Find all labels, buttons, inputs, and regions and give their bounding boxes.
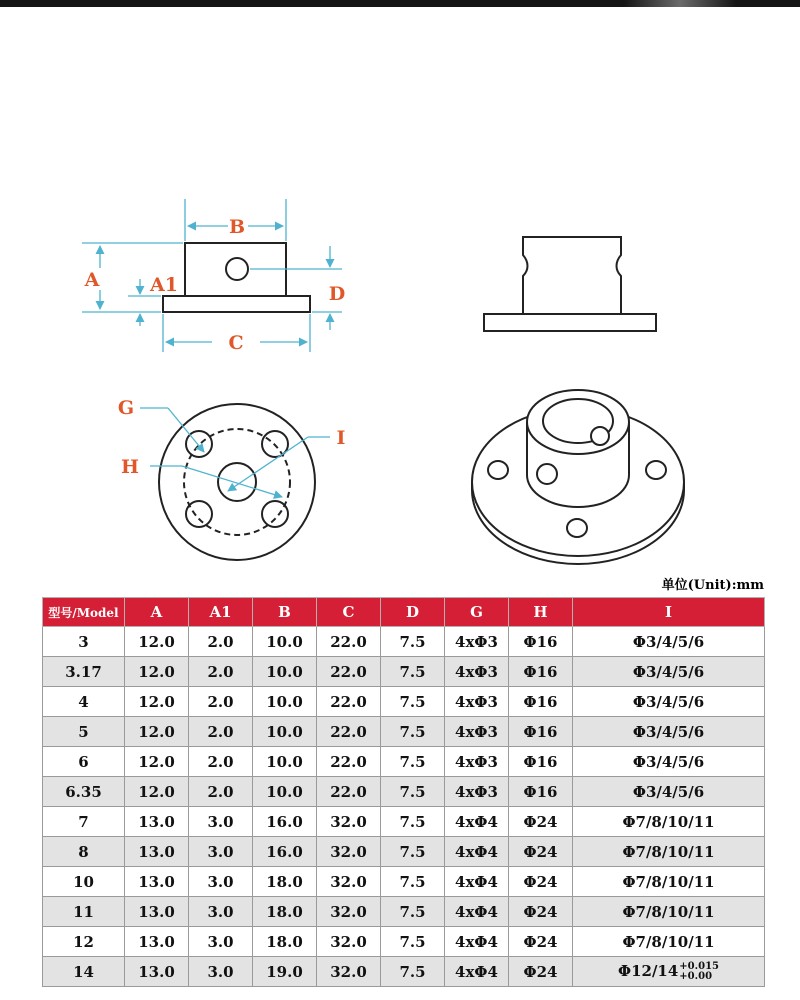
spec-table — [42, 597, 765, 987]
column-header: G — [445, 598, 509, 627]
dimension-lines — [82, 199, 342, 352]
tolerance-lower: +0.00 — [679, 970, 713, 982]
table-row — [43, 837, 765, 867]
table-cell: Φ7/8/10/11 — [573, 897, 765, 927]
table-cell: Φ16 — [509, 747, 573, 777]
table-cell: 7.5 — [381, 777, 445, 807]
table-cell: 2.0 — [189, 657, 253, 687]
table-cell: Φ3/4/5/6 — [573, 627, 765, 657]
table-cell: 11 — [43, 897, 125, 927]
table-cell: 12 — [43, 927, 125, 957]
table-cell: 5 — [43, 717, 125, 747]
column-header: I — [573, 598, 765, 627]
unit-label: 单位(Unit):mm — [661, 578, 764, 593]
label-c: C — [228, 332, 244, 354]
label-d: D — [328, 283, 346, 305]
table-cell: 16.0 — [253, 807, 317, 837]
table-row — [43, 687, 765, 717]
table-cell: Φ24 — [509, 957, 573, 987]
table-cell: 32.0 — [317, 957, 381, 987]
label-b: B — [228, 216, 246, 238]
table-cell: 10.0 — [253, 747, 317, 777]
table-cell: Φ16 — [509, 657, 573, 687]
table-cell: 18.0 — [253, 897, 317, 927]
table-cell: 4xΦ4 — [445, 867, 509, 897]
table-cell: 8 — [43, 837, 125, 867]
table-cell: 3.0 — [189, 897, 253, 927]
label-a1: A1 — [150, 274, 178, 296]
table-cell: 2.0 — [189, 747, 253, 777]
column-header: 型号/Model — [43, 598, 125, 627]
table-row — [43, 897, 765, 927]
table-cell: 7.5 — [381, 747, 445, 777]
table-cell: 4xΦ4 — [445, 897, 509, 927]
table-cell: 32.0 — [317, 837, 381, 867]
table-cell: 6.35 — [43, 777, 125, 807]
table-cell: 10.0 — [253, 717, 317, 747]
table-cell: 10.0 — [253, 657, 317, 687]
column-header: A1 — [189, 598, 253, 627]
table-cell: 3.17 — [43, 657, 125, 687]
table-cell: 13.0 — [125, 807, 189, 837]
table-cell: Φ24 — [509, 927, 573, 957]
table-row — [43, 717, 765, 747]
table-cell: 7 — [43, 807, 125, 837]
column-header: D — [381, 598, 445, 627]
table-cell: 13.0 — [125, 957, 189, 987]
table-cell: 3.0 — [189, 807, 253, 837]
table-cell: Φ24 — [509, 837, 573, 867]
table-cell: 13.0 — [125, 927, 189, 957]
table-cell: Φ3/4/5/6 — [573, 777, 765, 807]
table-row — [43, 957, 765, 987]
front-view — [163, 243, 310, 312]
table-cell: 7.5 — [381, 627, 445, 657]
label-i: I — [336, 427, 346, 449]
table-cell: 7.5 — [381, 897, 445, 927]
table-row — [43, 927, 765, 957]
tolerance-upper: +0.015 — [679, 960, 719, 972]
table-cell: 4xΦ3 — [445, 747, 509, 777]
table-cell: 32.0 — [317, 807, 381, 837]
top-bar — [0, 0, 800, 7]
column-header: B — [253, 598, 317, 627]
table-cell: 7.5 — [381, 867, 445, 897]
table-cell: Φ16 — [509, 627, 573, 657]
table-cell: 4xΦ3 — [445, 627, 509, 657]
table-cell: 13.0 — [125, 897, 189, 927]
table-cell: 7.5 — [381, 837, 445, 867]
table-cell: 10.0 — [253, 687, 317, 717]
table-cell: 4xΦ4 — [445, 837, 509, 867]
table-cell: Φ24 — [509, 897, 573, 927]
table-cell: 4xΦ3 — [445, 687, 509, 717]
table-cell: 12.0 — [125, 627, 189, 657]
table-header-row — [43, 598, 765, 627]
table-cell: 7.5 — [381, 687, 445, 717]
table-cell: Φ7/8/10/11 — [573, 807, 765, 837]
table-cell: 16.0 — [253, 837, 317, 867]
column-header: H — [509, 598, 573, 627]
table-cell: 22.0 — [317, 717, 381, 747]
table-cell: 3 — [43, 627, 125, 657]
table-cell: 4 — [43, 687, 125, 717]
table-cell: 3.0 — [189, 927, 253, 957]
table-cell: 7.5 — [381, 927, 445, 957]
table-cell: 4xΦ3 — [445, 657, 509, 687]
table-cell: 10.0 — [253, 777, 317, 807]
table-cell: Φ3/4/5/6 — [573, 717, 765, 747]
table-cell: 3.0 — [189, 867, 253, 897]
table-cell: 3.0 — [189, 957, 253, 987]
table-cell: 2.0 — [189, 627, 253, 657]
isometric-view — [472, 390, 684, 564]
table-cell: 12.0 — [125, 777, 189, 807]
technical-drawing — [0, 180, 800, 575]
table-row — [43, 657, 765, 687]
table-row — [43, 807, 765, 837]
table-row — [43, 867, 765, 897]
table-cell: 4xΦ3 — [445, 777, 509, 807]
table-cell: Φ24 — [509, 807, 573, 837]
label-a: A — [84, 269, 100, 291]
table-cell: 32.0 — [317, 897, 381, 927]
table-cell: 4xΦ4 — [445, 927, 509, 957]
table-cell: 2.0 — [189, 687, 253, 717]
table-cell: Φ7/8/10/11 — [573, 927, 765, 957]
table-cell: Φ3/4/5/6 — [573, 687, 765, 717]
side-view — [484, 237, 656, 331]
table-cell: Φ16 — [509, 687, 573, 717]
table-cell: 32.0 — [317, 867, 381, 897]
table-cell: Φ3/4/5/6 — [573, 747, 765, 777]
top-view-leaders — [140, 408, 330, 497]
table-cell: 12.0 — [125, 657, 189, 687]
top-view — [159, 404, 315, 560]
column-header: C — [317, 598, 381, 627]
table-cell: Φ3/4/5/6 — [573, 657, 765, 687]
table-row — [43, 627, 765, 657]
table-cell: 22.0 — [317, 777, 381, 807]
table-cell: 12.0 — [125, 687, 189, 717]
table-cell: 7.5 — [381, 957, 445, 987]
table-cell: 22.0 — [317, 687, 381, 717]
table-cell: 18.0 — [253, 867, 317, 897]
table-cell: 22.0 — [317, 747, 381, 777]
table-cell: Φ7/8/10/11 — [573, 867, 765, 897]
table-cell — [573, 957, 765, 987]
table-cell: 4xΦ3 — [445, 717, 509, 747]
table-cell: 14 — [43, 957, 125, 987]
table-cell: 10 — [43, 867, 125, 897]
table-cell: Φ16 — [509, 777, 573, 807]
table-cell: 4xΦ4 — [445, 807, 509, 837]
table-cell: 13.0 — [125, 867, 189, 897]
tolerance — [679, 962, 719, 982]
cell-value: Φ12/14 — [618, 961, 679, 980]
label-g: G — [117, 397, 135, 419]
label-h: H — [121, 456, 139, 478]
table-cell: 2.0 — [189, 717, 253, 747]
table-cell: 22.0 — [317, 627, 381, 657]
table-cell: 7.5 — [381, 717, 445, 747]
column-header: A — [125, 598, 189, 627]
table-cell: 7.5 — [381, 657, 445, 687]
table-cell: 12.0 — [125, 717, 189, 747]
table-cell: Φ24 — [509, 867, 573, 897]
table-row — [43, 777, 765, 807]
table-cell: 32.0 — [317, 927, 381, 957]
table-cell: 19.0 — [253, 957, 317, 987]
table-cell: Φ16 — [509, 717, 573, 747]
table-cell: 18.0 — [253, 927, 317, 957]
table-cell: 12.0 — [125, 747, 189, 777]
table-cell: 22.0 — [317, 657, 381, 687]
table-cell: 4xΦ4 — [445, 957, 509, 987]
table-cell: 2.0 — [189, 777, 253, 807]
table-cell: 7.5 — [381, 807, 445, 837]
table-row — [43, 747, 765, 777]
table-cell: Φ7/8/10/11 — [573, 837, 765, 867]
table-cell: 6 — [43, 747, 125, 777]
table-cell: 13.0 — [125, 837, 189, 867]
table-cell: 10.0 — [253, 627, 317, 657]
table-cell: 3.0 — [189, 837, 253, 867]
